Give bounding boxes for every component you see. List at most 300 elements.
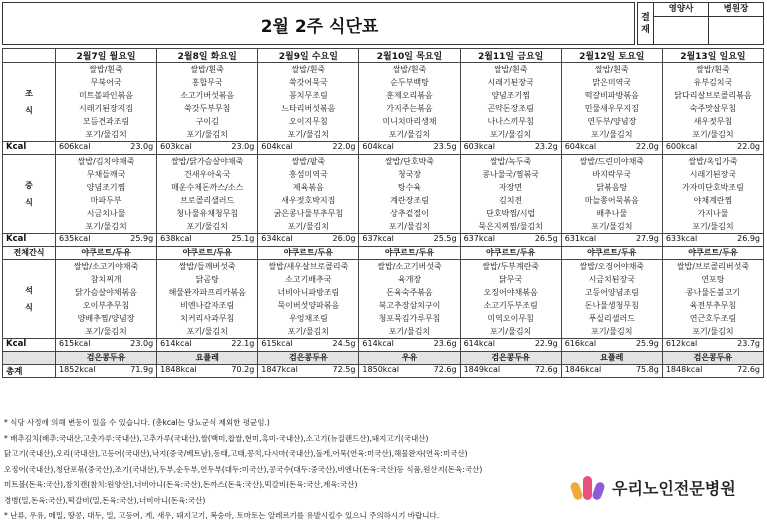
day-header: 2월12일 토요일 <box>561 49 662 63</box>
menu-item: 무북어국 <box>90 78 122 87</box>
note-line: * 배추김치(배추:국내산,고춧가루:국내산),고추가루(국내산),쌀(백미,찹쌀,현미,흑미-국내산),소고기(뉴질랜드산),돼지고기(국내산) <box>4 433 429 443</box>
menu-item: 우엉채조림 <box>289 314 328 323</box>
kcal-value: 1846kcal <box>564 365 602 374</box>
menu-item: 쌀밥/팥죽 <box>291 157 326 166</box>
menu-item: 묵이버섯양파볶음 <box>277 301 340 310</box>
day-header: 2월10일 목요일 <box>359 49 460 63</box>
kcal-value: 633kcal <box>665 234 698 243</box>
note-line: 오징어(국내산),청단포볶(중국산),조기(국내산),두부,순두부,연두부(대두:미국산),콩국수(대두:중국산),비엔나(돈육:국산)등 식품,원산지(돈육:국산) <box>4 464 483 474</box>
page-title: 2월 2주 식단표 <box>260 17 379 37</box>
menu-item: 청나물유채청무침 <box>176 209 239 218</box>
protein-value: 72.6g <box>534 365 558 374</box>
menu-item: 포기/물김치 <box>692 222 734 231</box>
menu-item: 민물새우무지짐 <box>584 104 639 113</box>
protein-value: 22.0g <box>737 142 760 151</box>
protein-value: 72.6g <box>737 365 760 374</box>
menu-item: 포기/물김치 <box>388 222 431 231</box>
kcal-value: 615kcal <box>59 339 91 348</box>
kcal-values <box>56 339 156 348</box>
kcal-value: 1847kcal <box>261 365 298 374</box>
logo-icon <box>570 474 606 500</box>
menu-item: 오이지무침 <box>289 117 328 126</box>
approval-label-1: 결 <box>641 12 650 23</box>
menu-item: 포기/물김치 <box>489 130 532 139</box>
menu-item: 시금치된장국 <box>588 275 635 284</box>
snack-cell: 요플레 <box>561 352 662 365</box>
menu-item: 연두부/양념장 <box>587 117 637 126</box>
menu-item: 단호박찜/시럽 <box>486 209 536 218</box>
kcal-values <box>359 339 459 348</box>
protein-value: 23.0g <box>130 142 154 151</box>
day-header: 2월9일 수요일 <box>258 49 359 63</box>
protein-value: 25.9g <box>130 234 154 243</box>
menu-item: 미트볼파인볶음 <box>79 91 134 100</box>
kcal-value: 637kcal <box>463 234 495 243</box>
meal-label: 석 식 <box>3 260 56 339</box>
menu-item: 미역오이무침 <box>487 314 534 323</box>
menu-item: 제육볶음 <box>292 183 324 192</box>
hospital-name: 우리노인전문병원 <box>612 478 736 498</box>
menu-item: 쑥갓두부무침 <box>184 104 231 113</box>
kcal-value: 612kcal <box>665 339 698 348</box>
kcal-value: 614kcal <box>463 339 495 348</box>
kcal-values <box>663 142 763 151</box>
menu-item: 북고추장삼치구이 <box>378 301 441 310</box>
approval-box <box>637 2 764 45</box>
kcal-value: 600kcal <box>665 142 698 151</box>
menu-item: 포기/물김치 <box>692 327 734 336</box>
kcal-cell <box>460 234 561 247</box>
row-label: Kcal <box>3 339 56 352</box>
menu-item: 흥섬미역국 <box>289 170 328 179</box>
protein-value: 75.8g <box>635 365 659 374</box>
snack-cell: 야쿠르트/두유 <box>662 247 763 260</box>
kcal-values <box>157 365 257 374</box>
menu-item: 콩나물국/찜볶국 <box>482 170 540 179</box>
kcal-value: 1848kcal <box>665 365 703 374</box>
kcal-values <box>663 234 763 243</box>
menu-item: 닭볶음탕 <box>596 183 628 192</box>
protein-value: 72.6g <box>433 365 457 374</box>
menu-item: 바지락무국 <box>592 170 632 179</box>
kcal-cell <box>561 142 662 155</box>
kcal-values <box>461 365 561 374</box>
kcal-cell <box>56 234 157 247</box>
kcal-values <box>359 234 459 243</box>
menu-item: 청포묵김가루무침 <box>378 314 441 323</box>
kcal-value: 1848kcal <box>160 365 197 374</box>
snack-cell: 야쿠르트/두유 <box>258 247 359 260</box>
row-label: 전체간식 <box>3 247 56 260</box>
kcal-cell <box>359 339 460 352</box>
protein-value: 22.0g <box>635 142 659 151</box>
protein-value: 72.5g <box>332 365 356 374</box>
menu-item: 포기/물김치 <box>85 327 127 336</box>
kcal-value: 635kcal <box>59 234 91 243</box>
kcal-value: 614kcal <box>160 339 192 348</box>
menu-item: 시래기된장국 <box>689 170 737 179</box>
approval-director <box>709 3 763 44</box>
kcal-row <box>3 234 764 247</box>
kcal-value: 615kcal <box>261 339 293 348</box>
kcal-values <box>258 142 358 151</box>
menu-item: 쌀밥/드린미야채죽 <box>579 157 645 166</box>
kcal-value: 603kcal <box>160 142 192 151</box>
kcal-value: 614kcal <box>362 339 394 348</box>
menu-item: 고등어양념조림 <box>584 288 639 297</box>
kcal-values <box>461 339 561 348</box>
menu-item: 쌀밥/오징어야채죽 <box>579 262 645 271</box>
menu-item: 포기/물김치 <box>591 222 633 231</box>
kcal-value: 1850kcal <box>362 365 399 374</box>
menu-item: 양념조기찜 <box>86 183 126 192</box>
menu-item: 계란장조림 <box>390 196 429 205</box>
menu-item: 야채계란찜 <box>693 196 733 205</box>
menu-item: 닭가슴살야채볶음 <box>75 288 137 297</box>
menu-item: 새우젓호박지짐 <box>281 196 336 205</box>
menu-cell <box>359 260 460 339</box>
menu-item: 포기/물김치 <box>489 327 532 336</box>
protein-value: 26.9g <box>737 234 760 243</box>
kcal-cell <box>258 142 359 155</box>
protein-value: 71.9g <box>130 365 154 374</box>
menu-item: 소고기두부조림 <box>483 301 538 310</box>
menu-item: 쌀밥/흰죽 <box>696 65 730 74</box>
kcal-values <box>157 234 257 243</box>
snack-cell: 야쿠르트/두유 <box>56 247 157 260</box>
kcal-cell <box>258 234 359 247</box>
kcal-value: 631kcal <box>564 234 597 243</box>
menu-item: 해물완자파프리카볶음 <box>168 288 246 297</box>
kcal-values <box>258 339 358 348</box>
menu-item: 오징어야채볶음 <box>483 288 538 297</box>
menu-item: 포기/물김치 <box>186 130 228 139</box>
menu-item: 가지주는볶음 <box>386 104 433 113</box>
approval-label <box>638 3 654 44</box>
kcal-value: 638kcal <box>160 234 192 243</box>
menu-item: 포기/물김치 <box>85 130 127 139</box>
menu-cell <box>561 155 662 234</box>
kcal-cell <box>561 339 662 352</box>
kcal-values <box>258 234 358 243</box>
menu-item: 육전부추무침 <box>689 301 737 310</box>
protein-value: 25.9g <box>635 339 659 348</box>
menu-item: 마파두부 <box>90 196 122 205</box>
kcal-values <box>56 234 156 243</box>
menu-item: 순두부백탕 <box>390 78 429 87</box>
kcal-value: 1849kcal <box>463 365 501 374</box>
menu-item: 숙주맛살무침 <box>689 104 737 113</box>
menu-item: 참치찌개 <box>90 275 122 284</box>
kcal-cell <box>56 339 157 352</box>
signature-box <box>709 17 763 44</box>
kcal-cell <box>662 339 763 352</box>
menu-item: 쌀밥/흰죽 <box>594 65 629 74</box>
menu-item: 시래기된장국 <box>487 78 534 87</box>
kcal-cell <box>157 142 258 155</box>
menu-item: 맑은미역국 <box>592 78 632 87</box>
meal-label: 조 식 <box>3 63 56 142</box>
day-header: 2월7일 월요일 <box>56 49 157 63</box>
menu-cell <box>359 155 460 234</box>
kcal-cell <box>662 142 763 155</box>
menu-item: 떡갈비파방볶음 <box>584 91 639 100</box>
snack-cell: 야쿠르트/두유 <box>157 247 258 260</box>
menu-item: 청국장 <box>397 170 422 179</box>
protein-value: 23.2g <box>534 142 558 151</box>
menu-item: 포기/물김치 <box>85 222 127 231</box>
day-header: 2월11일 금요일 <box>460 49 561 63</box>
note-line: 미트볼(돈육:국산),참치캔(참치:원양산),너비아니(돈육:국산),돈까스(돈육:국산),떡갈비(돈육:국산,계육:국산) <box>4 480 358 489</box>
menu-item: 쌀밥/흰죽 <box>190 65 225 74</box>
menu-cell <box>662 155 763 234</box>
menu-item: 포기/물김치 <box>287 222 330 231</box>
protein-value: 22.0g <box>332 142 356 151</box>
menu-item: 양념조기찜 <box>491 91 530 100</box>
menu-item: 구이김 <box>195 117 219 126</box>
menu-item: 돈육숙주볶음 <box>386 288 433 297</box>
menu-item: 쌀밥/브로콜리버섯죽 <box>676 262 750 271</box>
menu-item: 상추겉절이 <box>390 209 429 218</box>
menu-item: 쌀밥/소고기야채죽 <box>73 262 139 271</box>
snack-row <box>3 247 764 260</box>
menu-item: 가지나물 <box>697 209 729 218</box>
kcal-cell <box>359 365 460 378</box>
menu-item: 포기/물김치 <box>388 130 431 139</box>
kcal-cell <box>460 142 561 155</box>
menu-cell <box>662 63 763 142</box>
menu-item: 연근호두조림 <box>689 314 737 323</box>
menu-item: 포기/물김치 <box>591 327 633 336</box>
menu-item: 쌀밥/흰죽 <box>291 65 326 74</box>
menu-item: 콩나물돈불고기 <box>685 288 740 297</box>
kcal-cell <box>359 142 460 155</box>
menu-item: 마늘쫑어묵볶음 <box>584 196 639 205</box>
menu-item: 닭무국 <box>499 275 523 284</box>
kcal-value: 616kcal <box>564 339 597 348</box>
menu-cell <box>359 63 460 142</box>
kcal-values <box>157 339 257 348</box>
menu-cell <box>157 155 258 234</box>
menu-item: 자장면 <box>499 183 523 192</box>
menu-item: 소고기배추국 <box>285 275 332 284</box>
kcal-values <box>663 339 763 348</box>
menu-item: 쌀밥/닭가슴살야채죽 <box>171 157 244 166</box>
kcal-value: 603kcal <box>463 142 495 151</box>
snack-cell: 검은콩두유 <box>258 352 359 365</box>
kcal-values <box>663 365 763 374</box>
menu-item: 치커리사과무침 <box>180 314 235 323</box>
kcal-value: 604kcal <box>261 142 293 151</box>
meal-row <box>3 63 764 142</box>
menu-item: 소고기버섯볶음 <box>180 91 235 100</box>
kcal-values <box>461 234 561 243</box>
menu-item: 포기/물김치 <box>591 130 633 139</box>
menu-item: 가자미단호박조림 <box>682 183 744 192</box>
menu-table <box>2 48 764 378</box>
menu-item: 포기/물김치 <box>186 222 228 231</box>
kcal-values <box>461 142 561 151</box>
protein-value: 23.5g <box>433 142 457 151</box>
menu-item: 탕수육 <box>397 183 422 192</box>
kcal-cell <box>258 365 359 378</box>
protein-value: 23.0g <box>231 142 255 151</box>
protein-value: 70.2g <box>231 365 255 374</box>
approval-label-2: 재 <box>641 24 650 35</box>
meal-label: 중 식 <box>3 155 56 234</box>
menu-cell <box>56 260 157 339</box>
menu-item: 쌀밥/두부계란죽 <box>482 262 540 271</box>
menu-cell <box>157 63 258 142</box>
menu-item: 쌀밥/흰죽 <box>392 65 427 74</box>
menu-item: 쌀밥/흰죽 <box>493 65 528 74</box>
menu-item: 나나스끼무침 <box>487 117 534 126</box>
menu-cell <box>157 260 258 339</box>
menu-cell <box>258 260 359 339</box>
kcal-values <box>562 234 662 243</box>
menu-item: 김치전 <box>499 196 523 205</box>
kcal-values <box>56 142 156 151</box>
menu-item: 쌀밥/새우살브로콜리죽 <box>268 262 349 271</box>
protein-value: 22.1g <box>231 339 255 348</box>
menu-item: 곤약돈장조림 <box>487 104 534 113</box>
menu-item: 포기/물김치 <box>287 327 330 336</box>
kcal-value: 604kcal <box>362 142 394 151</box>
menu-item: 쌀밥/김치야채죽 <box>77 157 135 166</box>
kcal-cell <box>662 234 763 247</box>
kcal-cell <box>561 365 662 378</box>
kcal-cell <box>662 365 763 378</box>
menu-item: 묵은지찌찜/물김치 <box>478 222 543 231</box>
note-line: 닭고기(국내산),오리(국내산),고등어(국내산),낙지(중국/베트남),동태,고태,꽁치,다시마(국내산),돌게,어묵(연육:미국산),해물완자(연육:미국산) <box>4 449 468 458</box>
protein-value: 26.0g <box>332 234 356 243</box>
menu-item: 너비아니파방조림 <box>277 288 340 297</box>
menu-cell <box>460 155 561 234</box>
approval-dietitian <box>654 3 709 44</box>
menu-item: 쑥갓어묵국 <box>289 78 328 87</box>
menu-item: 양배추찜/양념장 <box>77 314 135 323</box>
menu-item: 새우젓무침 <box>693 117 733 126</box>
snack-cell: 검은콩두유 <box>56 352 157 365</box>
kcal-row <box>3 339 764 352</box>
menu-item: 닭곰탕 <box>195 275 219 284</box>
menu-item: 느타리버섯볶음 <box>281 104 336 113</box>
kcal-value: 1852kcal <box>59 365 96 374</box>
protein-value: 24.5g <box>332 339 356 348</box>
menu-item: 훈제오리볶음 <box>386 91 433 100</box>
protein-value: 25.5g <box>433 234 457 243</box>
kcal-value: 604kcal <box>564 142 597 151</box>
kcal-cell <box>157 339 258 352</box>
menu-item: 돈나물생청무침 <box>584 301 639 310</box>
menu-item: 홍합무국 <box>191 78 223 87</box>
kcal-cell <box>460 339 561 352</box>
menu-item: 브로콜리샐러드 <box>180 196 235 205</box>
menu-cell <box>56 63 157 142</box>
kcal-cell <box>157 234 258 247</box>
menu-item: 육개장 <box>397 275 422 284</box>
menu-item: 모듬견과조림 <box>82 117 130 126</box>
row-label: 총계 <box>3 365 56 378</box>
snack-cell: 검은콩두유 <box>662 352 763 365</box>
menu-item: 꽁치무조림 <box>289 91 328 100</box>
kcal-values <box>258 365 358 374</box>
header-row <box>3 49 764 63</box>
menu-cell <box>561 63 662 142</box>
kcal-cell <box>460 365 561 378</box>
kcal-values <box>562 365 662 374</box>
protein-value: 26.5g <box>534 234 558 243</box>
snack-row <box>3 352 764 365</box>
kcal-cell <box>56 142 157 155</box>
menu-item: 비엔나감자조림 <box>180 301 235 310</box>
menu-item: 포기/물김치 <box>692 130 734 139</box>
kcal-values <box>562 142 662 151</box>
signature-box <box>654 17 708 44</box>
protein-value: 23.0g <box>130 339 154 348</box>
approval-role: 영양사 <box>654 3 708 17</box>
corner-cell <box>3 49 56 63</box>
menu-cell <box>460 260 561 339</box>
kcal-cell <box>561 234 662 247</box>
protein-value: 23.6g <box>433 339 457 348</box>
row-label: Kcal <box>3 142 56 155</box>
menu-item: 쌀밥/들깨버섯죽 <box>178 262 236 271</box>
menu-item: 미니치마리생채 <box>382 117 437 126</box>
menu-item: 쌀밥/녹두죽 <box>489 157 532 166</box>
snack-cell: 야쿠르트/두유 <box>460 247 561 260</box>
menu-cell <box>460 63 561 142</box>
menu-cell <box>56 155 157 234</box>
meal-row <box>3 260 764 339</box>
menu-item: 배추나물 <box>596 209 628 218</box>
menu-item: 무채들깨국 <box>86 170 126 179</box>
snack-cell: 우유 <box>359 352 460 365</box>
menu-item: 유부김치국 <box>693 78 733 87</box>
protein-value: 23.7g <box>737 339 760 348</box>
kcal-value: 606kcal <box>59 142 91 151</box>
kcal-cell <box>157 365 258 378</box>
row-label-empty <box>3 352 56 365</box>
protein-value: 22.9g <box>534 339 558 348</box>
note-line: * 난류, 우유, 메밀, 땅콩, 대두, 밀, 고등어, 게, 새우, 돼지고기, 복숭아, 토마토는 알레르기를 유발시킬수 있으니 주의하시기 바랍니다. <box>4 511 440 520</box>
protein-value: 27.9g <box>635 234 659 243</box>
approval-role: 병원장 <box>709 3 763 17</box>
kcal-value: 634kcal <box>261 234 293 243</box>
menu-item: 시금치나물 <box>86 209 126 218</box>
menu-item: 굵은콩나물부추무침 <box>273 209 344 218</box>
meal-row <box>3 155 764 234</box>
kcal-values <box>359 365 459 374</box>
menu-item: 시래기된장지짐 <box>79 104 134 113</box>
menu-item: 푸실리샐러드 <box>588 314 635 323</box>
menu-cell <box>258 155 359 234</box>
snack-cell: 야쿠르트/두유 <box>561 247 662 260</box>
hospital-logo <box>570 474 736 500</box>
menu-item: 포기/물김치 <box>388 327 431 336</box>
snack-cell: 야쿠르트/두유 <box>359 247 460 260</box>
note-line: 경병(밀,돈육:국산),떡갈비(밀,돈육:국산),너비아니(돈육:국산) <box>4 495 206 505</box>
kcal-values <box>56 365 156 374</box>
menu-item: 포기/물김치 <box>186 327 228 336</box>
day-header: 2월13일 일요일 <box>662 49 763 63</box>
kcal-values <box>359 142 459 151</box>
day-header: 2월8일 화요일 <box>157 49 258 63</box>
menu-item: 매운수제돈까스/소스 <box>171 183 244 192</box>
kcal-cell <box>258 339 359 352</box>
menu-item: 포기/물김치 <box>287 130 330 139</box>
notes <box>4 415 764 524</box>
